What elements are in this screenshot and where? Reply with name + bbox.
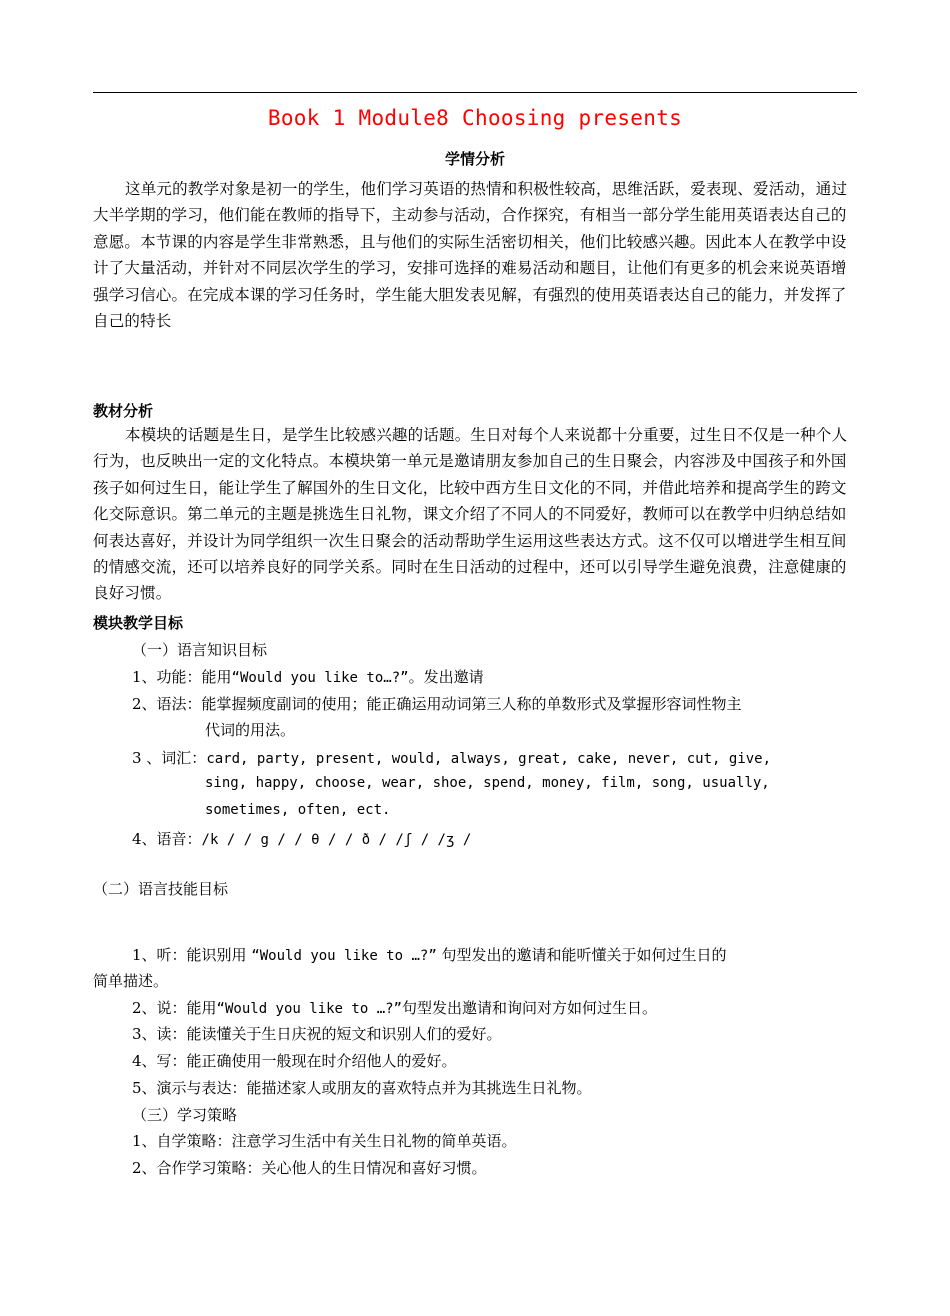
vocabulary-goal: 3 、词汇：card, party, present, would, always, great, cake, never, cut, give, [132, 749, 772, 767]
presentation-goal: 5、演示与表达：能描述家人或朋友的喜欢特点并为其挑选生日礼物。 [132, 1079, 592, 1097]
vocabulary-line2: sing, happy, choose, wear, shoe, spend, money, film, song, usually, [205, 775, 770, 791]
strategy-heading: （三）学习策略 [132, 1106, 238, 1124]
function-goal: 1、功能：能用“Would you like to…?”。发出邀请 [132, 668, 484, 686]
header-rule [93, 92, 857, 93]
document-title: Book 1 Module8 Choosing presents [267, 106, 683, 130]
learner-analysis-paragraph: 这单元的教学对象是初一的学生，他们学习英语的热情和积极性较高，思维活跃，爱表现、爱活动，通过大半学期的学习，他们能在教师的指导下，主动参与活动，合作探究，有相当一部分学生能用英语表达自己的意愿。本节课的内容是学生非常熟悉，且与他们的实际生活密切相关，他们比较感兴趣。因此本人在教学中设计了大量活动，并针对不同层次学生的学习，安排可选择的难易活动和题目，让他们有更多的机会来说英语增强学习信心。在完成本课的学习任务时，学生能大胆发表见解，有强烈的使用英语表达自己的能力，并发挥了自己的特长 [93, 180, 848, 331]
grammar-goal-line2: 代词的用法。 [205, 721, 296, 739]
vocabulary-line3: sometimes, often, ect. [205, 802, 391, 818]
phonetics-goal: 4、语音：/k / / g / / θ / / ð / /ʃ / /ʒ / [132, 830, 472, 848]
material-analysis-heading: 教材分析 [93, 402, 154, 420]
grammar-goal-line1: 2、语法：能掌握频度副词的使用；能正确运用动词第三人称的单数形式及掌握形容词性物主 [132, 695, 742, 713]
learner-analysis-heading: 学情分析 [444, 150, 505, 168]
reading-goal: 3、读：能读懂关于生日庆祝的短文和识别人们的爱好。 [132, 1025, 502, 1043]
listening-goal: 1、听：能识别用 “Would you like to …?” 句型发出的邀请和能听懂关于如何过生日的 [132, 946, 727, 964]
skills-goals-heading: （二）语言技能目标 [93, 880, 229, 898]
material-analysis-paragraph: 本模块的话题是生日，是学生比较感兴趣的话题。生日对每个人来说都十分重要，过生日不仅是一种个人行为，也反映出一定的文化特点。本模块第一单元是邀请朋友参加自己的生日聚会，内容涉及中国孩子和外国孩子如何过生日，能让学生了解国外的生日文化，比较中西方生日文化的不同，并借此培养和提高学生的跨文化交际意识。第二单元的主题是挑选生日礼物，课文介绍了不同人的不同爱好，教师可以在教学中归纳总结如何表达喜好，并设计为同学组织一次生日聚会的活动帮助学生运用这些表达方式。这不仅可以增进学生相互间的情感交流，还可以培养良好的同学关系。同时在生日活动的过程中，还可以引导学生避免浪费，注意健康的良好习惯。 [93, 426, 848, 603]
writing-goal: 4、写：能正确使用一般现在时介绍他人的爱好。 [132, 1052, 457, 1070]
module-goals-heading: 模块教学目标 [93, 614, 184, 632]
strategy-item-1: 1、自学策略：注意学习生活中有关生日礼物的简单英语。 [132, 1132, 517, 1150]
listening-goal-line2: 简单描述。 [93, 972, 169, 990]
speaking-goal: 2、说：能用“Would you like to …?”句型发出邀请和询问对方如何过生日。 [132, 999, 657, 1017]
strategy-item-2: 2、合作学习策略：关心他人的生日情况和喜好习惯。 [132, 1159, 487, 1177]
knowledge-goals-heading: （一）语言知识目标 [132, 641, 268, 659]
